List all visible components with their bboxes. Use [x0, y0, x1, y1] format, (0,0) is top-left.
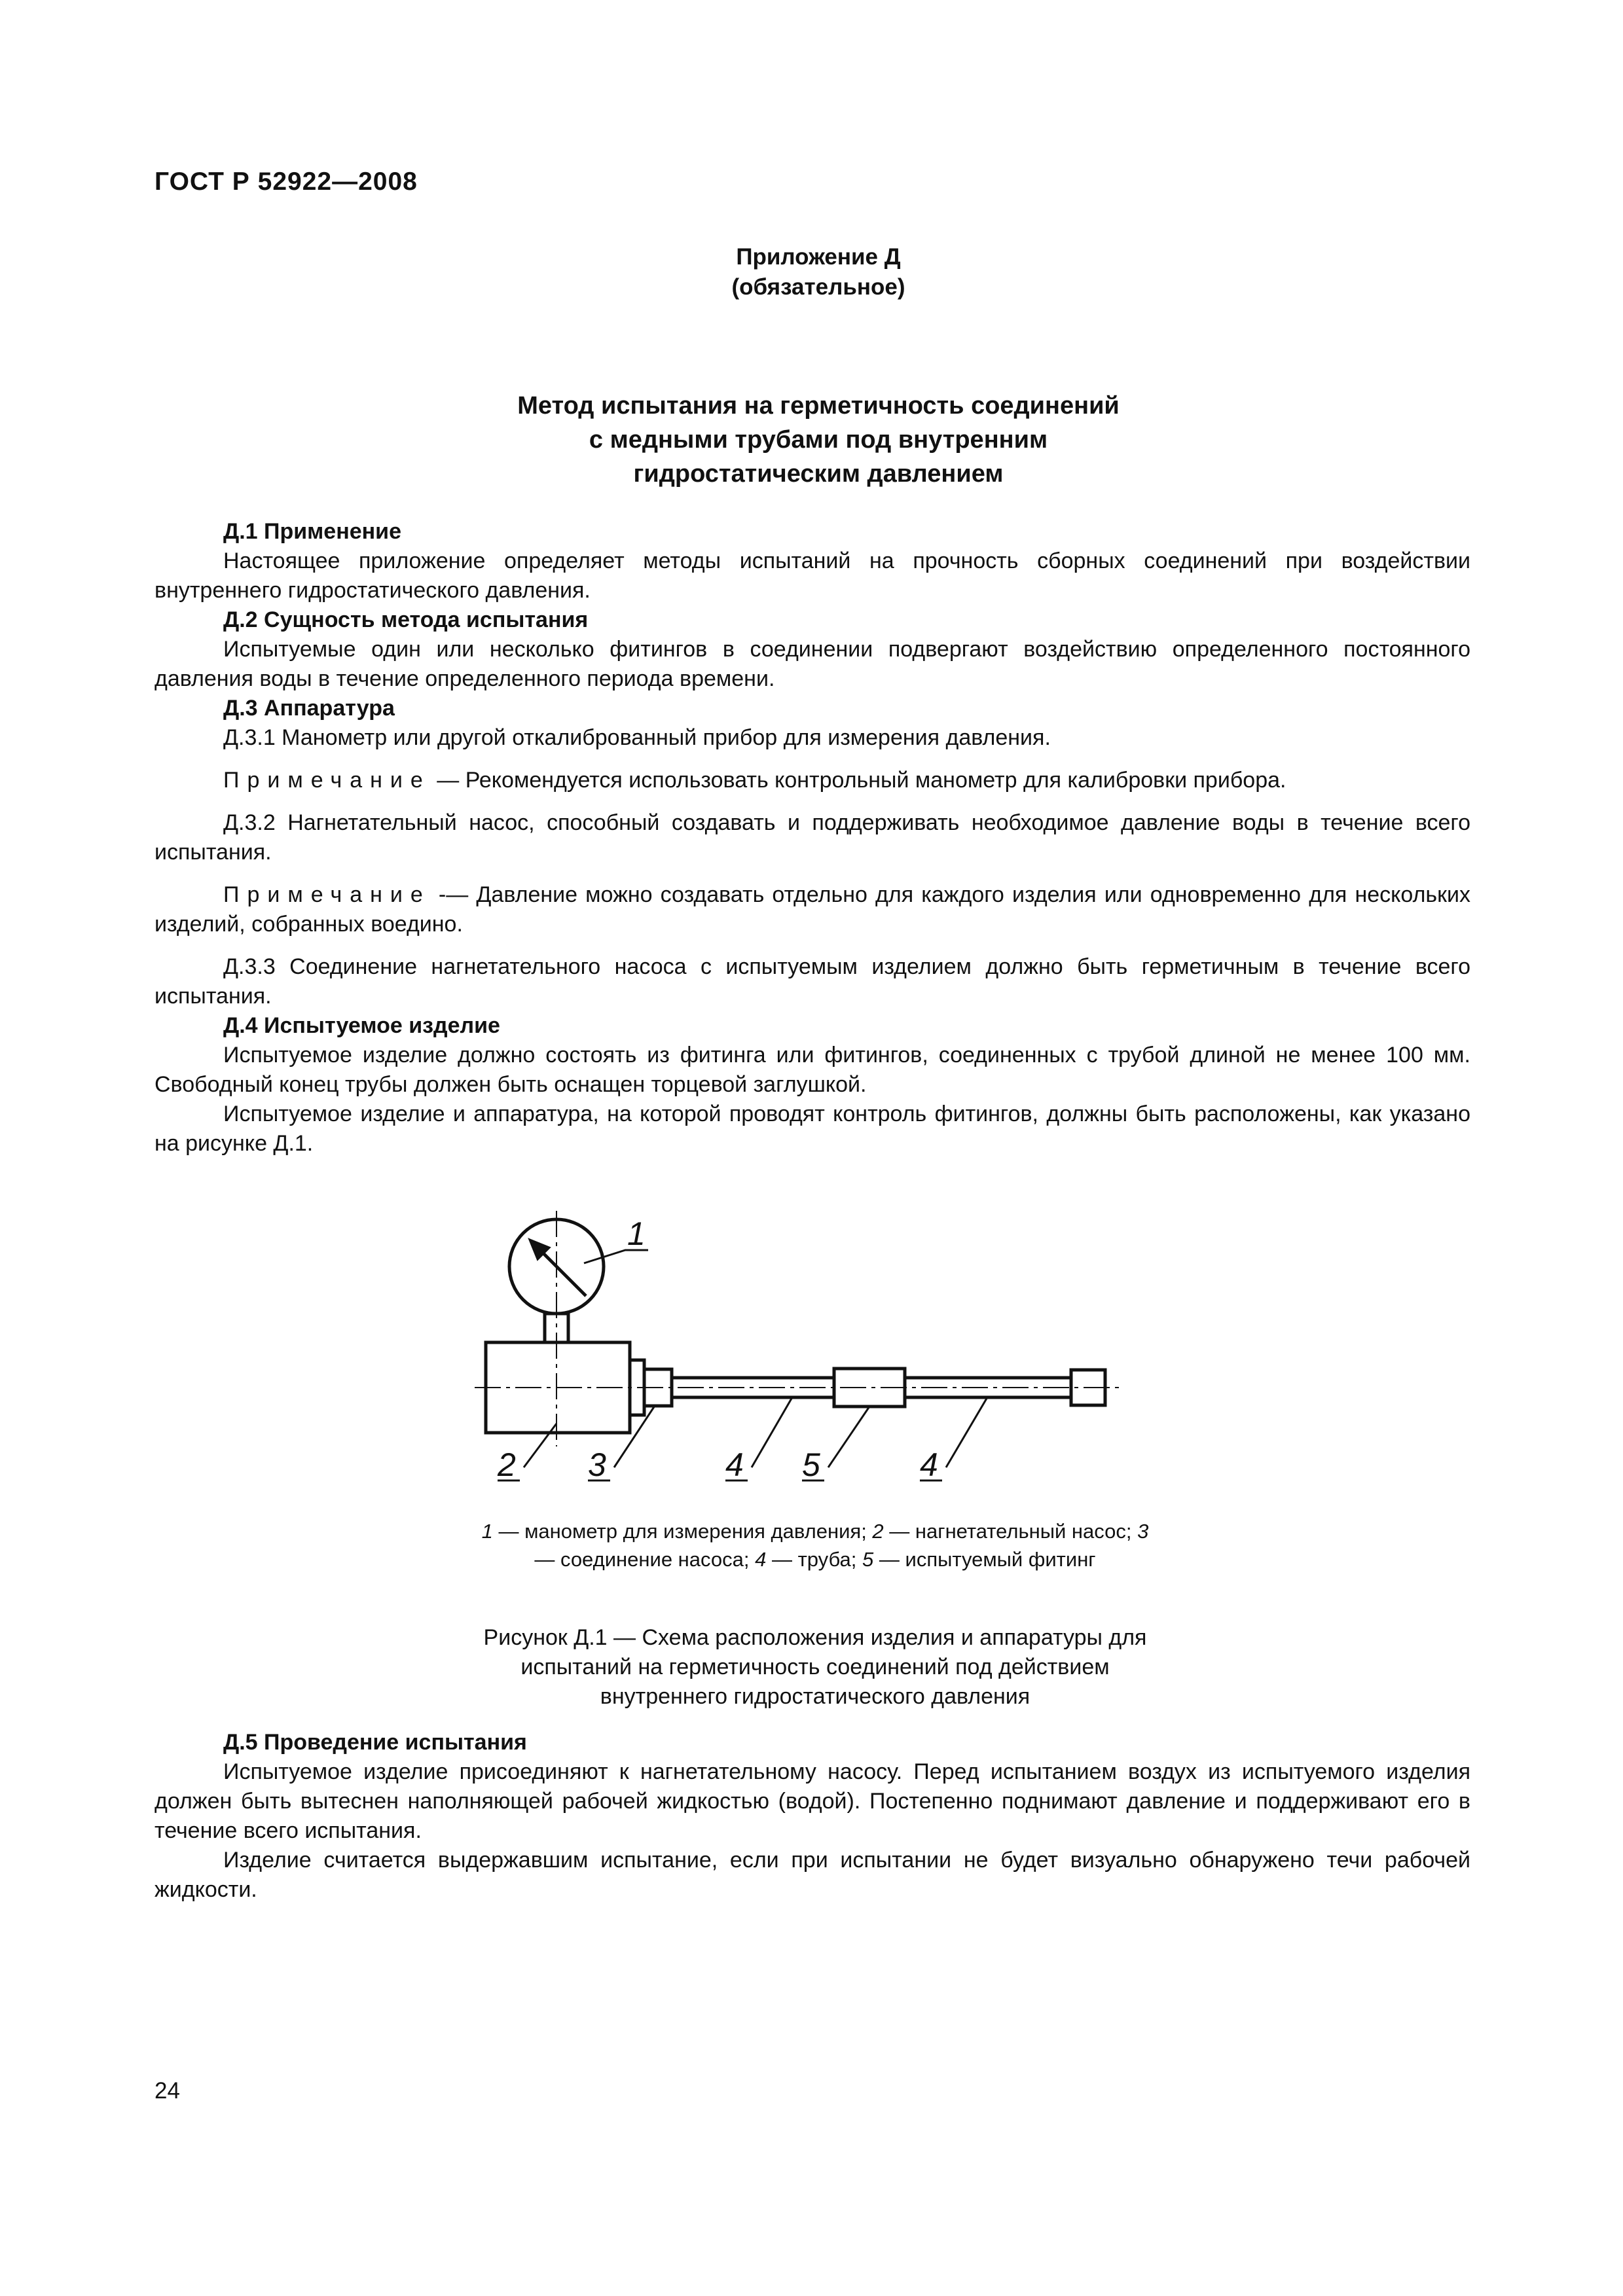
leader-1: [584, 1250, 645, 1263]
heading-d4: Д.4 Испытуемое изделие: [223, 1013, 500, 1038]
legend-text-3: — соединение насоса;: [534, 1548, 756, 1571]
paragraph-d4-1: Испытуемое изделие должно состоять из фитинга или фитингов, соединенных с трубой длиной не менее 100 мм. Свободный конец трубы должен быть оснащен торцевой заглушкой.: [155, 1043, 1470, 1097]
paragraph-d1: Настоящее приложение определяет методы испытаний на прочность сборных соединений при воздействии внутреннего гидростатического давления.: [155, 548, 1470, 603]
title-line-3: гидростатическим давлением: [633, 460, 1004, 488]
label-3: 3: [588, 1446, 606, 1483]
figure-d1: [458, 1185, 1178, 1486]
note-2-text: -— Давление можно создавать отдельно для каждого изделия или одновременно для нескольких изделий, собранных воедино.: [155, 882, 1470, 937]
figure-caption: Рисунок Д.1 — Схема расположения изделия и аппаратуры для испытаний на герметичность соединений под действием внутреннего гидростатического давления: [483, 1625, 1147, 1709]
leader-5: [828, 1407, 869, 1467]
paragraph-d5-2: Изделие считается выдержавшим испытание, если при испытании не будет визуально обнаружено течи рабочей жидкости.: [155, 1848, 1470, 1902]
legend-num-4: 4: [755, 1548, 767, 1571]
appendix-title: Приложение Д: [736, 244, 901, 270]
heading-d2: Д.2 Сущность метода испытания: [223, 607, 589, 632]
note-1: [155, 766, 1470, 795]
legend-num-3: 3: [1137, 1520, 1149, 1543]
paragraph-d3-2: Д.3.2 Нагнетательный насос, способный создавать и поддерживать необходимое давление воды в течение всего испытания.: [155, 810, 1470, 865]
label-4b: 4: [920, 1446, 938, 1483]
page-number: 24: [155, 2078, 180, 2104]
note-1-label: Примечание: [223, 768, 431, 793]
legend-text-1: — манометр для измерения давления;: [492, 1520, 873, 1543]
paragraph-d4-2: Испытуемое изделие и аппаратура, на которой проводят контроль фитингов, должны быть расположены, как указано на рисунке Д.1.: [155, 1102, 1470, 1156]
body-text-2: [155, 1728, 1470, 1905]
label-2: 2: [498, 1446, 516, 1483]
appendix-status: (обязательное): [731, 274, 905, 300]
legend-text-5: — испытуемый фитинг: [873, 1548, 1096, 1571]
figure-legend: [478, 1517, 1152, 1573]
legend-num-1: 1: [481, 1520, 493, 1543]
heading-d5: Д.5 Проведение испытания: [223, 1730, 527, 1755]
label-4a: 4: [725, 1446, 744, 1483]
leader-4a: [752, 1397, 792, 1467]
paragraph-d2: Испытуемые один или несколько фитингов в соединении подвергают воздействию определенного постоянного давления воды в течение определенного периода времени.: [155, 637, 1470, 691]
label-1: 1: [627, 1215, 646, 1252]
legend-text-4: — труба;: [766, 1548, 863, 1571]
paragraph-d5-1: Испытуемое изделие присоединяют к нагнетательному насосу. Перед испытанием воздух из испытуемого изделия должен быть вытеснен наполняющей рабочей жидкостью (водой). Постепенно поднимают давление и поддерживают его в течение всего испытания.: [155, 1759, 1470, 1843]
paragraph-d3-3: Д.3.3 Соединение нагнетательного насоса с испытуемым изделием должно быть герметичным в течение всего испытания.: [155, 954, 1470, 1009]
note-1-text: — Рекомендуется использовать контрольный манометр для калибровки прибора.: [430, 768, 1286, 793]
document-id: ГОСТ Р 52922—2008: [155, 168, 418, 196]
section-title: [393, 389, 1244, 491]
note-2-label: Примечание: [223, 882, 431, 907]
legend-num-2: 2: [872, 1520, 884, 1543]
gauge-needle: [537, 1247, 586, 1296]
paragraph-d3-1: Д.3.1 Манометр или другой откалиброванный прибор для измерения давления.: [223, 725, 1051, 750]
test-setup-diagram: [458, 1185, 1178, 1486]
leader-4b: [946, 1397, 987, 1467]
legend-num-5: 5: [862, 1548, 874, 1571]
label-5: 5: [802, 1446, 820, 1483]
title-line-1: Метод испытания на герметичность соединений: [517, 392, 1120, 420]
body-text: [155, 517, 1470, 1158]
note-2: [155, 880, 1470, 939]
heading-d3: Д.3 Аппаратура: [223, 696, 395, 721]
title-line-2: с медными трубами под внутренним: [589, 426, 1048, 454]
heading-d1: Д.1 Применение: [223, 519, 401, 544]
legend-text-2: — нагнетательный насос;: [883, 1520, 1138, 1543]
